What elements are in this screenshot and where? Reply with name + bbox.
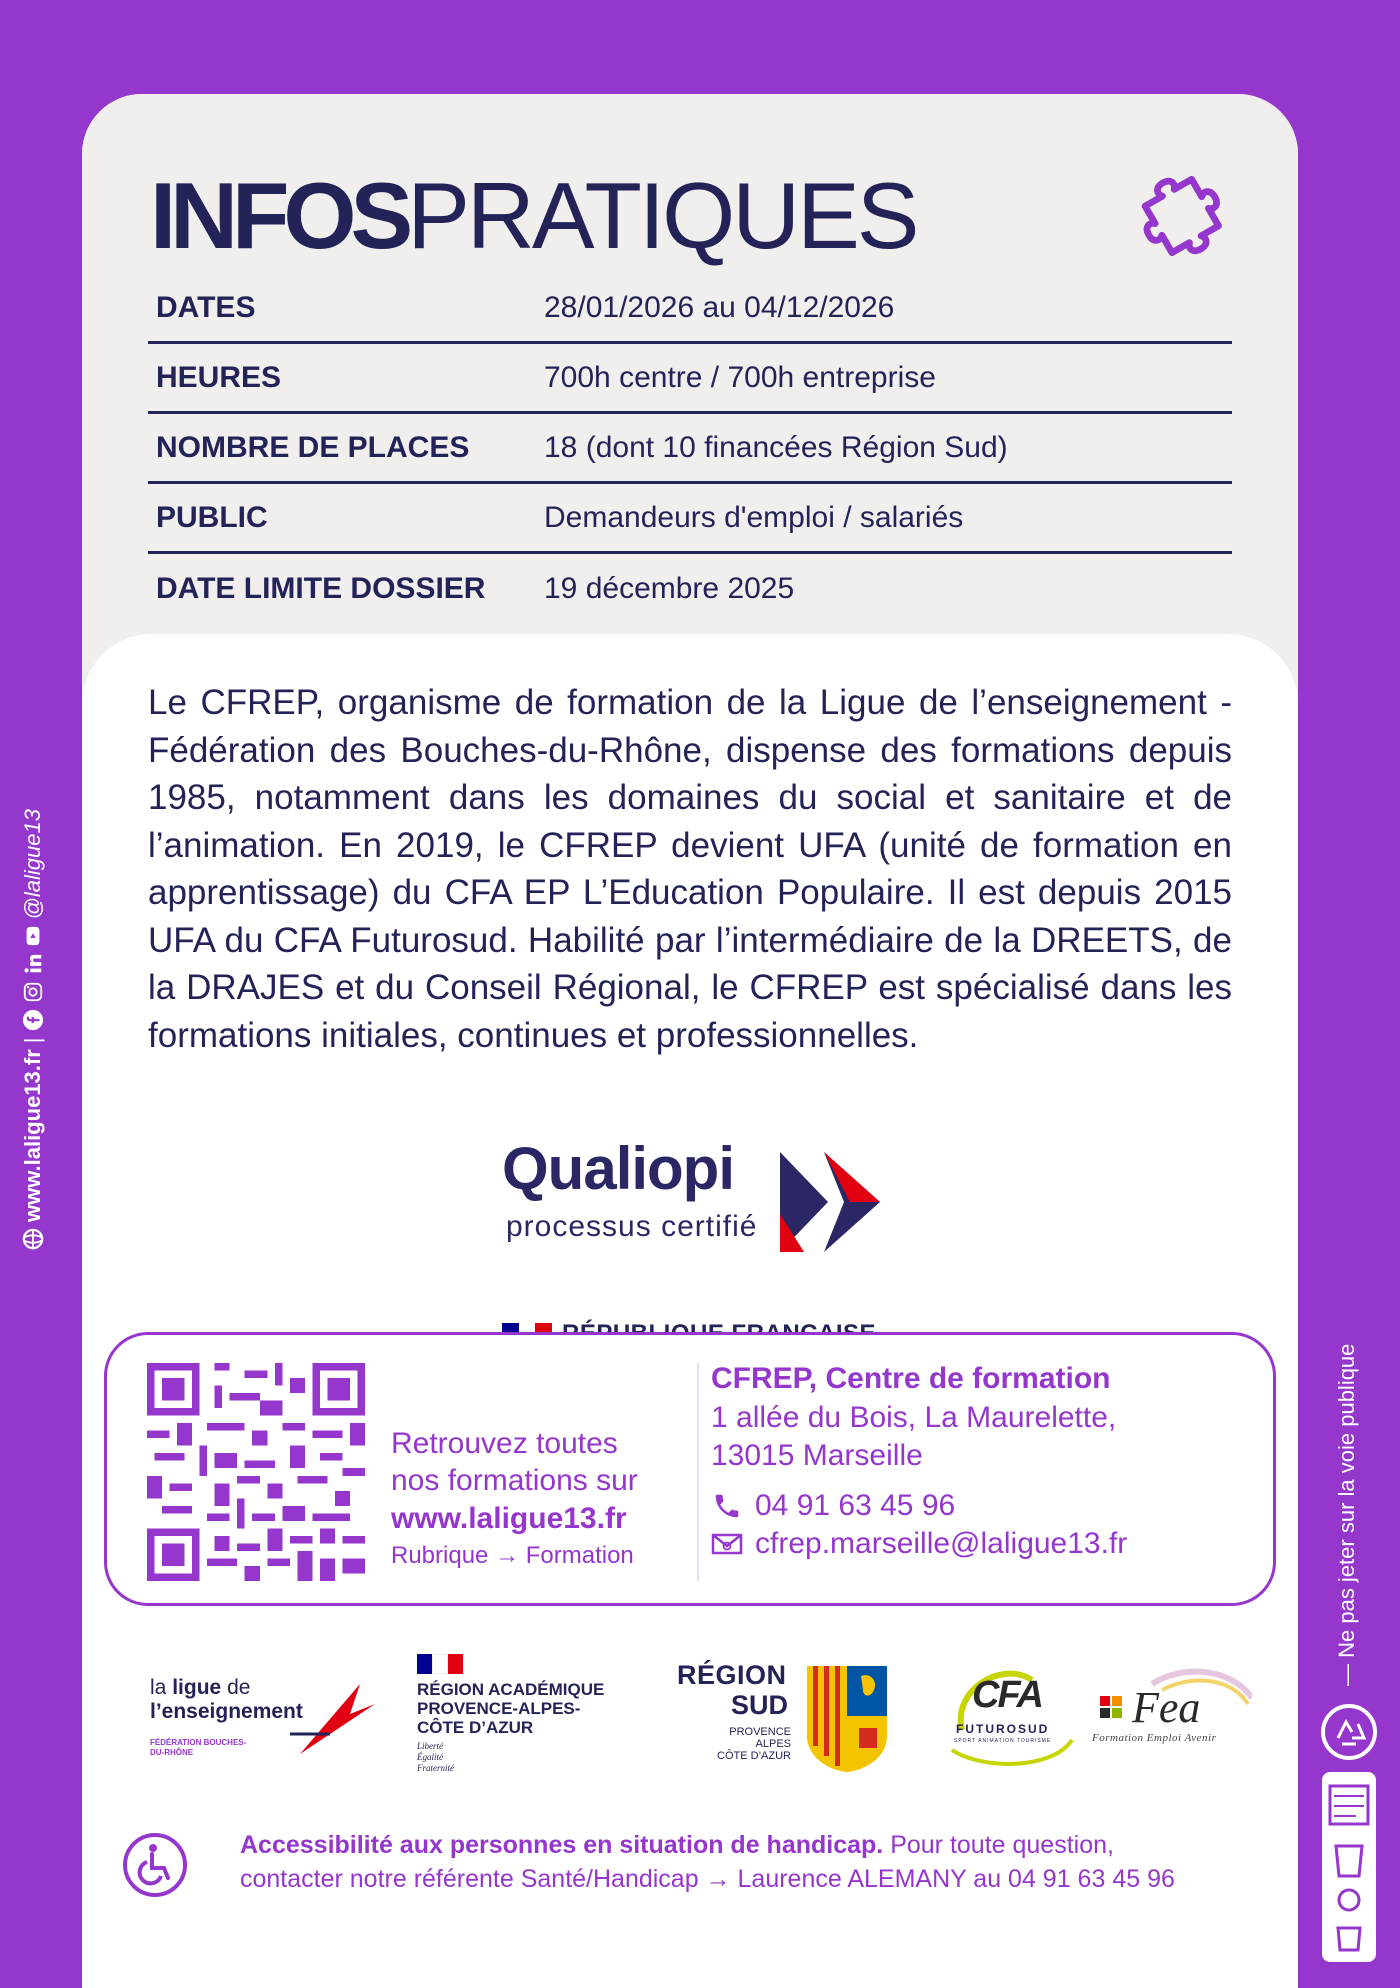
info-value: 19 décembre 2025 (544, 572, 795, 605)
accessibility-heading: Accessibilité aux personnes en situation de handicap. (240, 1831, 884, 1859)
youtube-icon[interactable] (22, 925, 44, 947)
email-row[interactable] (711, 1525, 1271, 1563)
fea-subtitle: Formation Emploi Avenir (1092, 1732, 1217, 1744)
accessibility-notice (122, 1824, 1272, 1914)
ligue-line-1: la ligue de (150, 1676, 251, 1699)
no-littering-notice: — Ne pas jeter sur la voie publique (1334, 1343, 1359, 1686)
title-bold: INFOS (150, 163, 408, 268)
linkedin-icon[interactable] (22, 953, 44, 975)
info-label: HEURES (156, 360, 282, 394)
qualiopi-arrows-icon (780, 1152, 880, 1252)
info-label: NOMBRE DE PLACES (156, 430, 470, 464)
fea-label: Fea (1132, 1683, 1201, 1732)
address-block (711, 1359, 1271, 1563)
region-sud-line-2: SUD (731, 1690, 789, 1720)
region-academique-logo (417, 1654, 637, 1784)
table-row (148, 344, 1232, 414)
futurosud-subtitle: SPORT ANIMATION TOURISME (954, 1738, 1052, 1744)
french-flag-icon (417, 1654, 463, 1674)
ligue-arrow-icon (290, 1674, 380, 1764)
partner-logos (82, 1654, 1298, 1794)
info-value: 28/01/2026 au 04/12/2026 (544, 290, 895, 324)
info-value: Demandeurs d'emploi / salariés (544, 500, 964, 534)
email-address[interactable]: cfrep.marseille@laligue13.fr (755, 1527, 1128, 1560)
ligue-enseignement-logo (150, 1674, 380, 1774)
fea-logo (1092, 1668, 1252, 1758)
social-links-vertical (20, 809, 46, 1250)
region-sud-line-3: PROVENCE ALPES CÔTE D’AZUR (717, 1726, 791, 1762)
facebook-icon[interactable] (22, 1009, 44, 1031)
main-card (82, 94, 1298, 1988)
info-label: PUBLIC (156, 500, 268, 534)
info-label: DATE LIMITE DOSSIER (156, 572, 486, 605)
info-value: 700h centre / 700h entreprise (544, 360, 936, 394)
region-academique-label: RÉGION ACADÉMIQUE PROVENCE-ALPES- CÔTE D’AZUR (417, 1680, 605, 1737)
find-line-2: nos formations sur (391, 1464, 638, 1497)
table-row (148, 554, 1232, 624)
title-light: PRATIQUES (407, 163, 917, 268)
qualiopi-certification (502, 1134, 902, 1364)
phone-number[interactable]: 04 91 63 45 96 (755, 1489, 956, 1522)
cfa-futurosud-logo (942, 1660, 1082, 1780)
futurosud-label: FUTUROSUD (956, 1722, 1050, 1736)
accessibility-text (240, 1828, 1175, 1896)
social-handle[interactable]: @laligue13 (20, 809, 45, 920)
separator: | (20, 1037, 45, 1044)
phone-row[interactable] (711, 1487, 1271, 1525)
website-link[interactable]: www.laligue13.fr (20, 1049, 45, 1222)
globe-icon (22, 1228, 44, 1250)
accessibility-contact: contacter notre référente Santé/Handicap → Laurence ALEMANY au 04 91 63 45 96 (240, 1865, 1175, 1893)
wheelchair-icon (122, 1832, 188, 1898)
region-sud-logo (677, 1660, 907, 1780)
find-line-1: Retrouvez toutes (391, 1427, 618, 1460)
puzzle-icon (1132, 164, 1244, 276)
region-sud-line-1: RÉGION (677, 1660, 787, 1690)
page-title (150, 163, 917, 268)
table-row (148, 274, 1232, 344)
recycling-icons (1318, 1700, 1380, 1970)
organization-description: Le CFREP, organisme de formation de la Ligue de l’enseignement - Fédération des Bouches-du-Rhône, dispense des formations depuis 1985, notamment dans les domaines du social et sanitaire et de l’animation. En 2019, le CFREP devient UFA (unité de formation en apprentissage) du CFA EP L’Education Populaire. Il est depuis 2015 UFA du CFA Futurosud. Habilité par l’intermédiaire de la DREETS, de la DRAJES et du Conseil Régional, le CFREP est spécialisé dans les formations initiales, continues et professionnelles. (148, 683, 1232, 1055)
qualiopi-name: Qualiopi (502, 1135, 734, 1202)
rubrique-label: Rubrique → Formation (391, 1542, 634, 1569)
qr-code-icon[interactable] (147, 1363, 365, 1581)
info-value: 18 (dont 10 financées Région Sud) (544, 430, 1008, 464)
instagram-icon[interactable] (22, 981, 44, 1003)
organization-name: CFREP, Centre de formation (711, 1362, 1111, 1395)
accessibility-question: Pour toute question, (883, 1831, 1114, 1859)
divider (697, 1363, 699, 1581)
cfa-label: CFA (972, 1674, 1042, 1716)
address-line-1: 1 allée du Bois, La Maurelette, (711, 1401, 1117, 1434)
info-table (148, 274, 1232, 624)
republic-motto: Liberté Égalité Fraternité (417, 1741, 454, 1773)
ligue-line-2: l’enseignement (150, 1700, 303, 1723)
ligue-line-3: FÉDÉRATION BOUCHES-DU-RHÔNE (150, 1738, 247, 1757)
email-icon (711, 1529, 743, 1559)
website-url-link[interactable]: www.laligue13.fr (391, 1502, 627, 1535)
find-trainings (391, 1425, 681, 1573)
info-label: DATES (156, 290, 256, 324)
contact-box (104, 1332, 1276, 1606)
table-row (148, 414, 1232, 484)
table-row (148, 484, 1232, 554)
region-sud-shield-icon (805, 1664, 889, 1774)
address-line-2: 13015 Marseille (711, 1439, 923, 1472)
qualiopi-subtitle: processus certifié (506, 1210, 758, 1243)
phone-icon (711, 1491, 743, 1521)
